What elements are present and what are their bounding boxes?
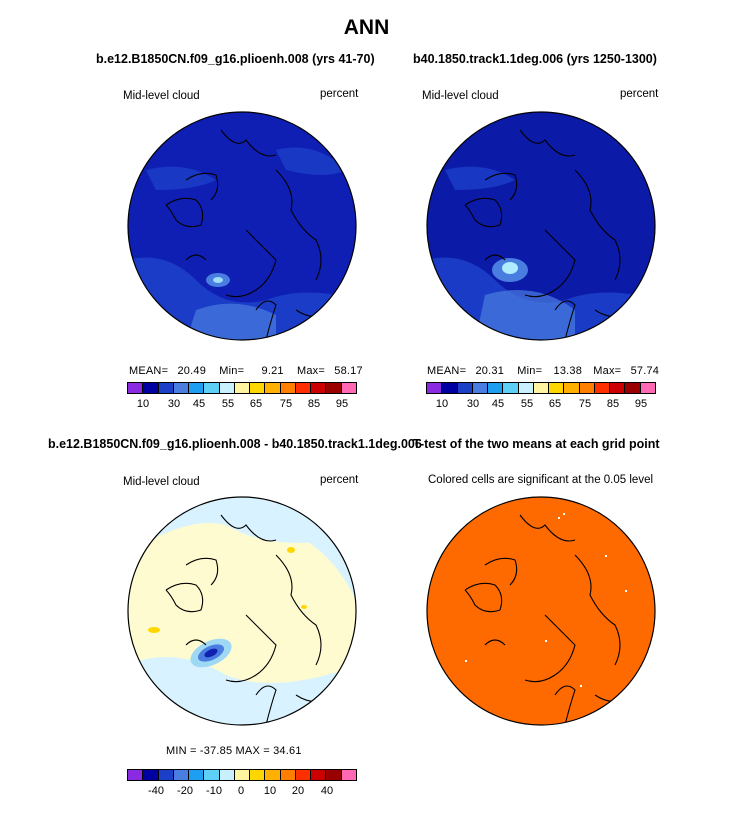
panel2-map [425,110,657,342]
cb3-label: -20 [177,785,193,797]
colorbar-swatch [342,770,356,780]
cb1-label: 85 [307,398,321,410]
colorbar-swatch [296,383,311,393]
colorbar-swatch [442,383,457,393]
colorbar-swatch [473,383,488,393]
colorbar-swatch [503,383,518,393]
cb1-label: 65 [249,398,263,410]
colorbar-swatch [159,770,174,780]
cb2-label: 85 [606,398,620,410]
cb2-label: 55 [520,398,534,410]
panel3-map [126,495,358,727]
cb1-label: 45 [192,398,206,410]
colorbar-swatch [220,383,235,393]
panel1-min-label: Min= [219,365,245,377]
panel1-min: 9.21 [261,365,284,377]
colorbar-swatch [595,383,610,393]
colorbar-swatch [174,383,189,393]
colorbar-swatch [128,383,143,393]
panel2-max-label: Max= [593,365,622,377]
colorbar-swatch [458,383,473,393]
panel4-map [425,495,657,727]
panel1-max: 58.17 [334,365,363,377]
colorbar-swatch [128,770,143,780]
colorbar-swatch [641,383,655,393]
panel1-units: percent [320,88,359,100]
main-title: ANN [343,16,390,39]
panel1-var-label: Mid-level cloud [123,90,200,102]
colorbar-swatch [580,383,595,393]
panel2-mean-label: MEAN= [427,365,467,377]
panel3-title: b.e12.B1850CN.f09_g16.plioenh.008 - b40.1850.track1.1deg.006 [48,437,422,451]
colorbar-swatch [265,383,280,393]
colorbar-panel1 [127,382,357,394]
cb1-label: 55 [221,398,235,410]
colorbar-swatch [564,383,579,393]
colorbar-swatch [204,770,219,780]
colorbar-swatch [610,383,625,393]
colorbar-swatch [189,770,204,780]
colorbar-swatch [159,383,174,393]
cb1-label: 95 [335,398,349,410]
cb3-label: 0 [237,785,245,797]
cb3-label: -10 [206,785,222,797]
colorbar-swatch [427,383,442,393]
cb3-label: 40 [320,785,334,797]
colorbar-swatch [326,770,341,780]
panel3-stats: MIN = -37.85 MAX = 34.61 [166,745,302,757]
panel1-mean-label: MEAN= [129,365,169,377]
panel1-stats [129,365,363,377]
panel1-title: b.e12.B1850CN.f09_g16.plioenh.008 (yrs 41-70) [96,52,375,66]
panel2-var-label: Mid-level cloud [422,90,499,102]
colorbar-swatch [235,383,250,393]
colorbar-swatch [549,383,564,393]
colorbar-swatch [519,383,534,393]
panel1-mean: 20.49 [177,365,207,377]
colorbar-panel2 [426,382,656,394]
panel1-max-label: Max= [296,365,325,377]
colorbar-swatch [281,770,296,780]
cb2-label: 75 [578,398,592,410]
colorbar-swatch [189,383,204,393]
cb3-label: 20 [291,785,305,797]
colorbar-swatch [488,383,503,393]
colorbar-swatch [625,383,640,393]
colorbar-swatch [204,383,219,393]
panel4-note: Colored cells are significant at the 0.05 level [428,474,654,486]
colorbar-swatch [296,770,311,780]
panel2-min-label: Min= [517,365,543,377]
panel2-mean: 20.31 [475,365,505,377]
panel4-map-base [425,495,657,727]
colorbar-swatch [534,383,549,393]
colorbar-swatch [265,770,280,780]
colorbar-swatch [143,770,158,780]
panel2-stats [427,365,659,377]
cb1-label: 10 [136,398,150,410]
cb2-label: 45 [491,398,505,410]
cb3-label: 10 [263,785,277,797]
cb3-label: -40 [148,785,164,797]
cb1-label: 30 [167,398,181,410]
panel2-max: 57.74 [630,365,660,377]
cb2-label: 10 [435,398,449,410]
panel2-title: b40.1850.track1.1deg.006 (yrs 1250-1300) [413,52,657,66]
colorbar-swatch [143,383,158,393]
cb2-label: 30 [466,398,480,410]
colorbar-swatch [311,770,326,780]
panel1-map [126,110,358,342]
colorbar-swatch [220,770,235,780]
colorbar-swatch [311,383,326,393]
panel3-var-label: Mid-level cloud [123,476,200,488]
cb2-label: 95 [634,398,648,410]
cb2-label: 65 [548,398,562,410]
colorbar-swatch [250,770,265,780]
colorbar-swatch [342,383,356,393]
colorbar-swatch [174,770,189,780]
colorbar-panel3 [127,769,357,781]
panel2-units: percent [620,88,659,100]
colorbar-swatch [326,383,341,393]
colorbar-swatch [235,770,250,780]
panel4-title: T-test of the two means at each grid point [413,437,660,451]
colorbar-swatch [281,383,296,393]
cb1-label: 75 [279,398,293,410]
panel2-min: 13.38 [553,365,583,377]
panel3-units: percent [320,474,359,486]
colorbar-swatch [250,383,265,393]
